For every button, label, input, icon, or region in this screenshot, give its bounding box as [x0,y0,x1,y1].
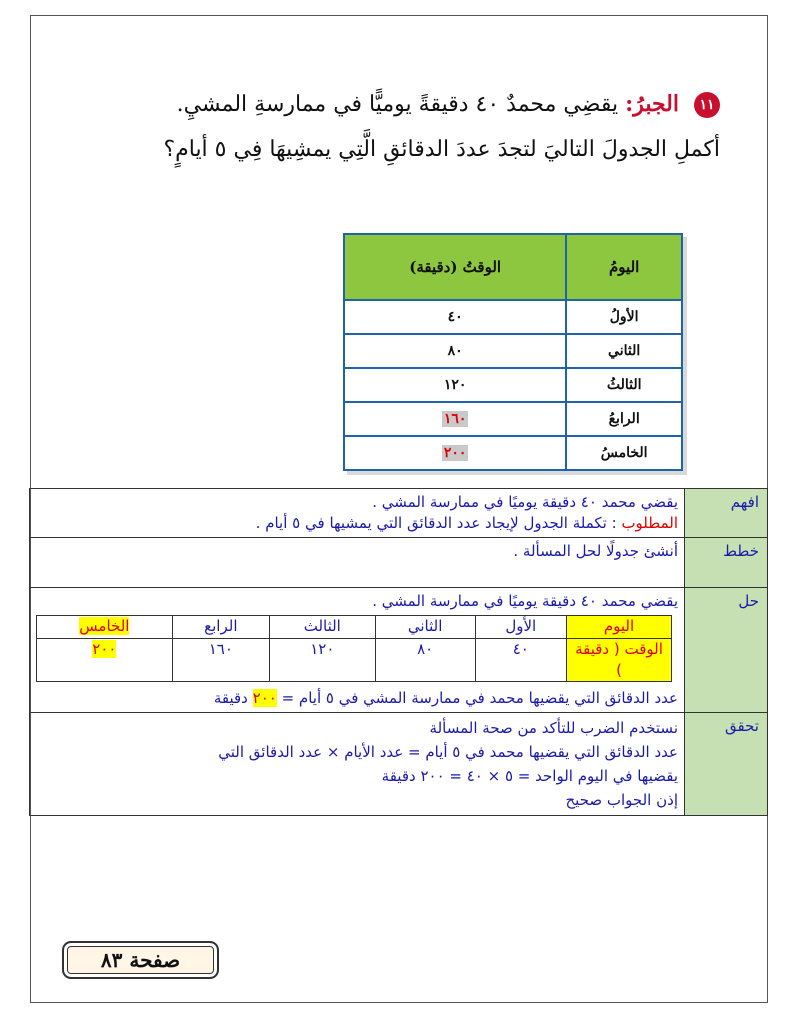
solve-time-cell: ٤٠ [475,639,566,682]
step-solve [30,588,768,713]
step-understand [30,489,768,538]
table-row [344,334,682,368]
row-label-day: اليوم [567,616,672,639]
solve-time-cell: ٨٠ [375,639,475,682]
solve-day-cell: الثاني [375,616,475,639]
result-suffix: دقيقة [213,689,253,707]
check-line1: نستخدم الضرب للتأكد من صحة المسألة [429,719,678,737]
step-label-solve: حل [685,588,768,713]
solve-time-highlight: ٢٠٠ [92,640,117,658]
days-table [343,233,683,471]
day-cell: الثاني [566,334,682,368]
time-cell: ٤٠ [344,300,566,334]
check-line3: يقضيها في اليوم الواحد = ٥ × ٤٠ = ٢٠٠ دقيقة [381,767,678,785]
step-content-understand [30,489,685,538]
time-cell [344,436,566,470]
step-plan [30,538,768,588]
plan-text: أنشئ جدولًا لحل المسألة . [513,542,678,560]
result-value: ٢٠٠ [252,689,277,707]
step-label-plan: خطط [685,538,768,588]
question-block [160,82,720,172]
table-row [344,368,682,402]
solve-time-cell [37,639,173,682]
step-label-understand: افهم [685,489,768,538]
day-cell: الأولُ [566,300,682,334]
question-text: يقضِي محمدٌ ٤٠ دقيقةً يوميًّا في ممارسةِ المشيِ. أكملِ الجدولَ التاليَ لتجدَ عددَ الدقائقِ الَّتِي يمشِيهَا فِي ٥ أيامٍ؟ [163,92,720,162]
time-cell: ٨٠ [344,334,566,368]
question-number: ١١ [694,92,720,118]
table-row [344,300,682,334]
day-cell: الخامسُ [566,436,682,470]
days-table-header [344,234,682,300]
solve-table-row-day [37,616,672,639]
solve-result [36,688,678,709]
step-check [30,713,768,816]
step-content-plan [30,538,685,588]
understand-line2 [36,513,678,534]
solve-time-cell: ١٦٠ [172,639,269,682]
solve-day-cell [37,616,173,639]
filled-answer: ٢٠٠ [443,444,467,461]
solve-day-highlight: الخامس [79,617,130,635]
understand-line1: يقضي محمد ٤٠ دقيقة يوميًا في ممارسة المشي . [372,493,678,511]
solve-table-row-time [37,639,672,682]
solve-table [36,615,672,682]
header-time: الوقتُ (دقيقة) [344,234,566,300]
step-label-check: تحقق [685,713,768,816]
solve-day-cell: الثالث [269,616,375,639]
table-row [344,402,682,436]
day-cell: الثالثُ [566,368,682,402]
solve-line1: يقضي محمد ٤٠ دقيقة يوميًا في ممارسة المشي . [372,592,678,610]
check-line2: عدد الدقائق التي يقضيها محمد في ٥ أيام = عدد الأيام × عدد الدقائق التي [218,743,678,761]
page-number: صفحة ٨٣ [62,941,219,979]
required-label: المطلوب [621,514,678,532]
result-prefix: عدد الدقائق التي يقضيها محمد في ممارسة المشي في ٥ أيام = [276,689,678,707]
step-content-check [30,713,685,816]
solution-steps [29,488,768,816]
check-line4: إذن الجواب صحيح [565,791,678,809]
solve-time-cell: ١٢٠ [269,639,375,682]
time-cell: ١٢٠ [344,368,566,402]
question-topic: الجبرُ: [625,91,679,117]
solve-day-cell: الرابع [172,616,269,639]
time-cell [344,402,566,436]
step-content-solve [30,588,685,713]
table-row [344,436,682,470]
required-text: : تكملة الجدول لإيجاد عدد الدقائق التي يمشيها في ٥ أيام . [255,514,622,532]
header-day: اليومُ [566,234,682,300]
row-label-time: الوقت ( دقيقة ) [567,639,672,682]
day-cell: الرابعُ [566,402,682,436]
filled-answer: ١٦٠ [443,410,467,427]
solve-day-cell: الأول [475,616,566,639]
